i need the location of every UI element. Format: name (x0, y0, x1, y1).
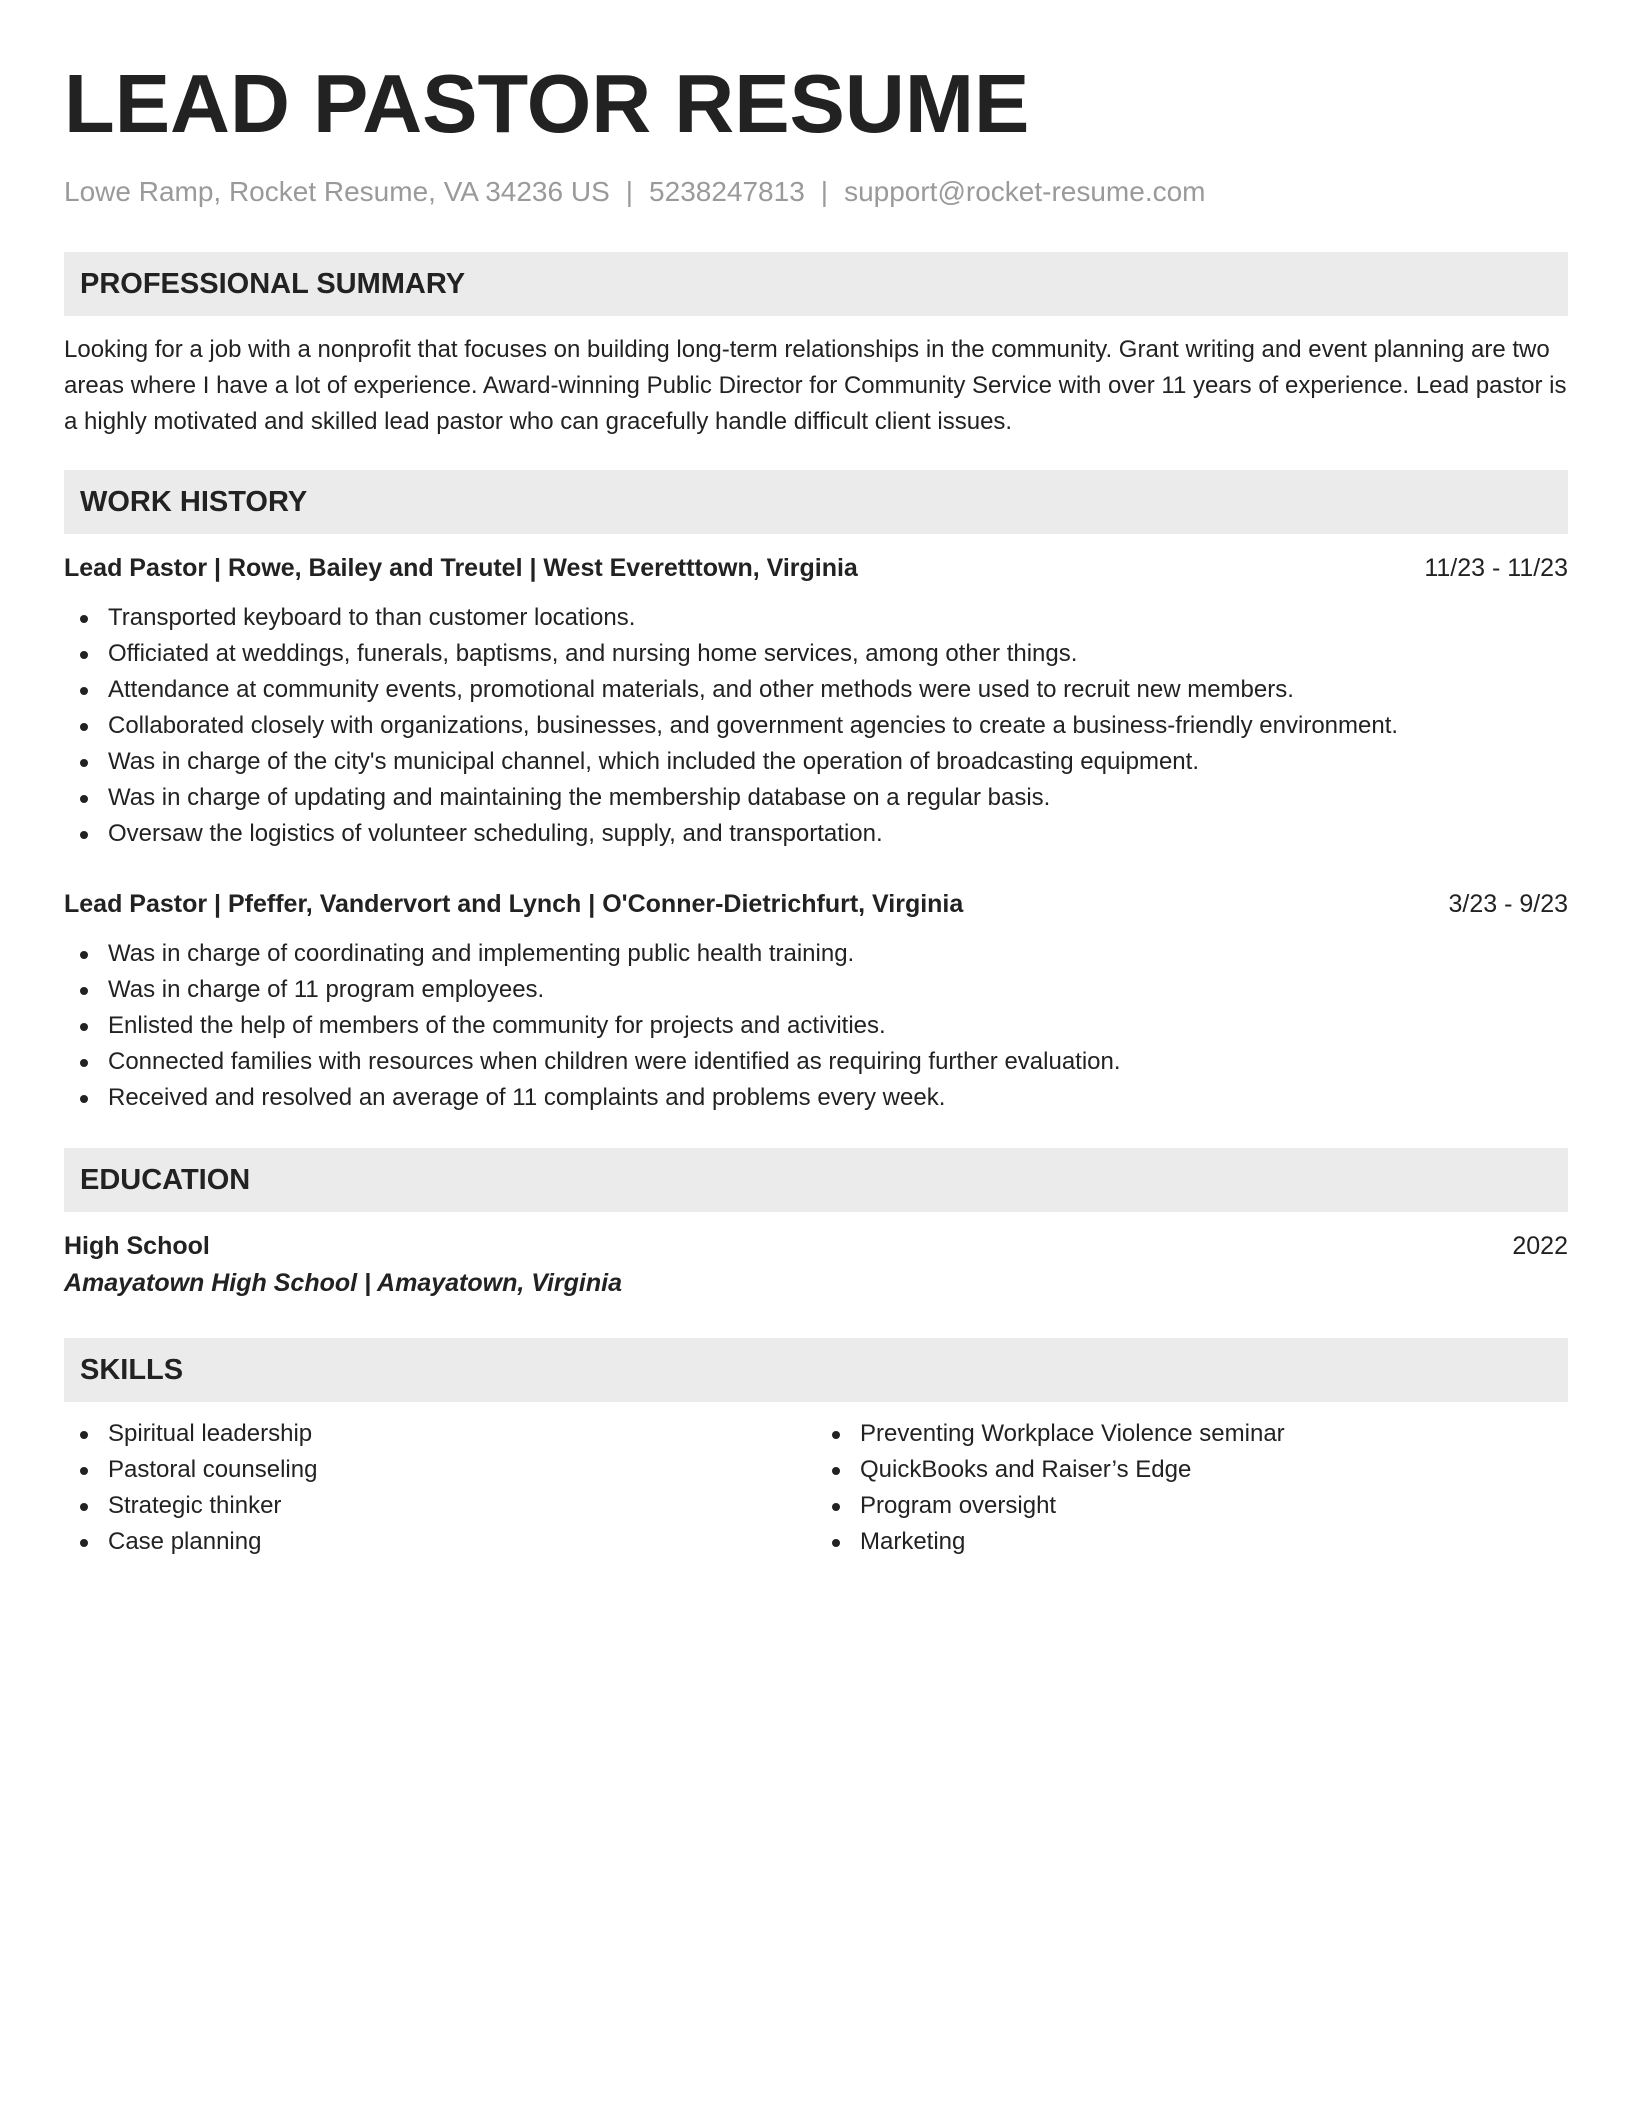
education-degree: High School (64, 1232, 210, 1260)
list-item: Pastoral counseling (64, 1452, 816, 1488)
list-item: Was in charge of updating and maintaining the membership database on a regular basis. (64, 780, 1568, 816)
job-header (64, 886, 1568, 922)
list-item: Case planning (64, 1524, 816, 1560)
job-entry (64, 550, 1568, 852)
job-title: Lead Pastor | Rowe, Bailey and Treutel | West Everetttown, Virginia (64, 554, 858, 582)
contact-address: Lowe Ramp, Rocket Resume, VA 34236 US (64, 176, 610, 207)
list-item: Received and resolved an average of 11 complaints and problems every week. (64, 1080, 1568, 1116)
skills-list (64, 1416, 816, 1560)
section-header-summary: PROFESSIONAL SUMMARY (64, 252, 1568, 316)
list-item: Officiated at weddings, funerals, baptisms, and nursing home services, among other things. (64, 636, 1568, 672)
list-item: Oversaw the logistics of volunteer scheduling, supply, and transportation. (64, 816, 1568, 852)
list-item: Collaborated closely with organizations, businesses, and government agencies to create a business-friendly environment. (64, 708, 1568, 744)
section-header-work-history: WORK HISTORY (64, 470, 1568, 534)
job-dates: 11/23 - 11/23 (1424, 554, 1568, 582)
summary-text: Looking for a job with a nonprofit that focuses on building long-term relationships in the community. Grant writing and event planning are two areas where I have a lot of experience. Award-winning Public Director for Community Service with over 11 years of experience. Lead pastor is a highly motivated and skilled lead pastor who can gracefully handle difficult client issues. (64, 336, 1567, 435)
list-item: Spiritual leadership (64, 1416, 816, 1452)
education-year: 2022 (1512, 1232, 1568, 1260)
list-item: QuickBooks and Raiser’s Edge (816, 1452, 1568, 1488)
contact-line (64, 174, 1568, 210)
job-header (64, 550, 1568, 586)
list-item: Attendance at community events, promotional materials, and other methods were used to recruit new members. (64, 672, 1568, 708)
contact-email: support@rocket-resume.com (844, 176, 1206, 207)
job-duties-list (64, 936, 1568, 1116)
skills-column-left (64, 1416, 816, 1560)
skills-column-right (816, 1416, 1568, 1560)
education-entry (64, 1228, 1568, 1302)
job-duties-list (64, 600, 1568, 852)
contact-separator: | (625, 176, 634, 207)
job-entry (64, 886, 1568, 1116)
job-title: Lead Pastor | Pfeffer, Vandervort and Lynch | O'Conner-Dietrichfurt, Virginia (64, 890, 964, 918)
resume-title: LEAD PASTOR RESUME (64, 57, 1030, 150)
skills-grid (64, 1416, 1568, 1560)
list-item: Connected families with resources when children were identified as requiring further evaluation. (64, 1044, 1568, 1080)
list-item: Strategic thinker (64, 1488, 816, 1524)
list-item: Enlisted the help of members of the community for projects and activities. (64, 1008, 1568, 1044)
list-item: Marketing (816, 1524, 1568, 1560)
contact-separator: | (820, 176, 829, 207)
list-item: Was in charge of 11 program employees. (64, 972, 1568, 1008)
work-history-list (64, 550, 1568, 1116)
education-school: Amayatown High School | Amayatown, Virginia (64, 1269, 622, 1297)
list-item: Was in charge of coordinating and implementing public health training. (64, 936, 1568, 972)
skills-list (816, 1416, 1568, 1560)
education-header (64, 1228, 1568, 1264)
section-header-skills: SKILLS (64, 1338, 1568, 1402)
contact-phone: 5238247813 (649, 176, 805, 207)
list-item: Transported keyboard to than customer locations. (64, 600, 1568, 636)
section-header-education: EDUCATION (64, 1148, 1568, 1212)
list-item: Preventing Workplace Violence seminar (816, 1416, 1568, 1452)
job-dates: 3/23 - 9/23 (1448, 890, 1568, 918)
list-item: Was in charge of the city's municipal channel, which included the operation of broadcasting equipment. (64, 744, 1568, 780)
list-item: Program oversight (816, 1488, 1568, 1524)
